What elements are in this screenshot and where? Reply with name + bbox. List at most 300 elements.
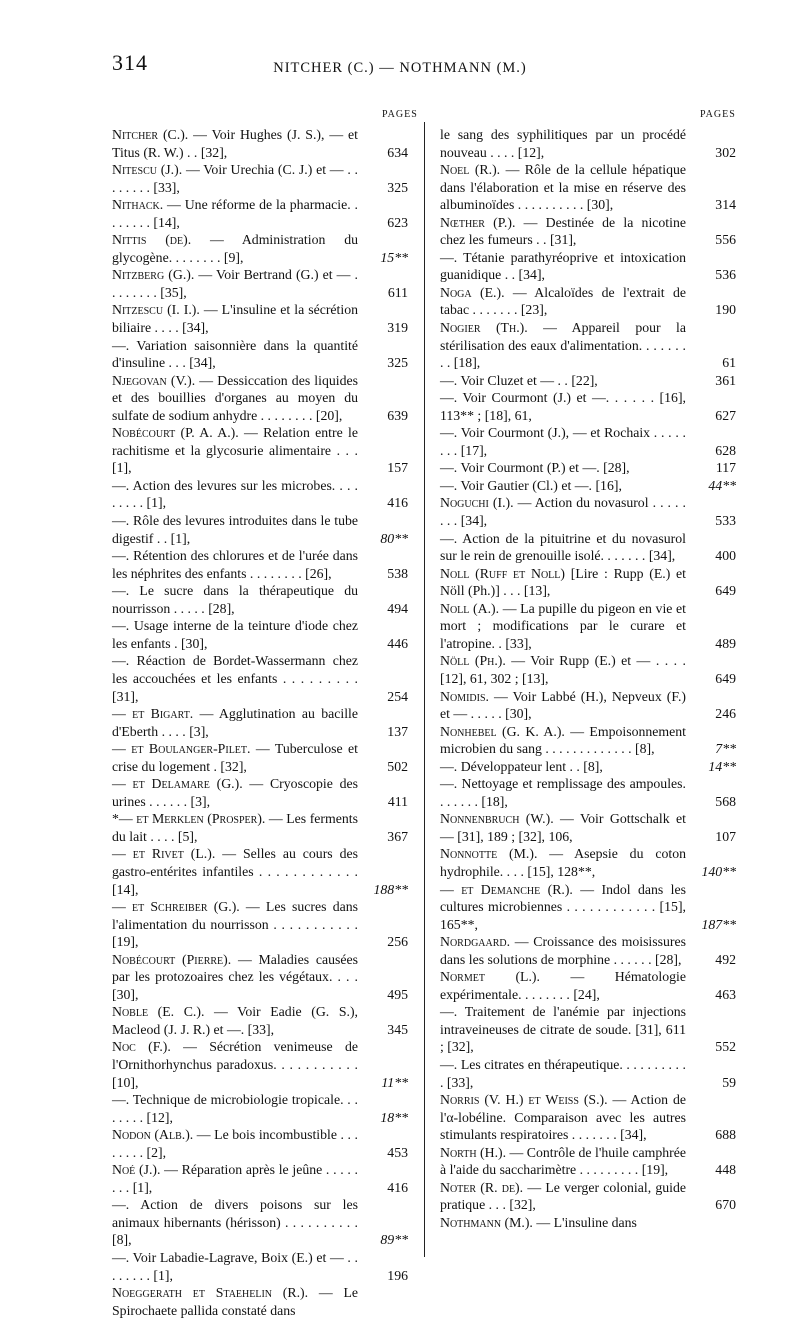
entry-title: — Voir Hughes (J. S.), — et Titus (R. W.) . . [32], — [112, 127, 358, 160]
entry-page: 117 — [715, 460, 736, 476]
entry-page: 538 — [387, 565, 408, 581]
entry-author: Nitzescu (I. I.). — [112, 302, 200, 318]
entry-author: Nothmann (M.). — [440, 1214, 533, 1230]
entry-text — [112, 126, 362, 161]
index-entry — [440, 968, 736, 1003]
index-entry — [440, 319, 736, 372]
entry-page: 611 — [387, 284, 408, 300]
entry-page: 361 — [715, 372, 736, 388]
entry-text — [112, 617, 362, 652]
entry-text — [440, 652, 690, 687]
index-entry — [440, 723, 736, 758]
entry-author: Noll (A.). — [440, 600, 500, 616]
entry-title: — Réparation après le jeûne . . . . . . . . [1], — [112, 1162, 358, 1195]
entry-author: Nordgaard. — [440, 934, 511, 950]
entry-page: 552 — [715, 1039, 736, 1055]
entry-author: Noc (F.). — [112, 1039, 171, 1055]
entry-text — [112, 705, 362, 740]
entry-title: Voir Labadie-Lagrave, Boix (E.) et — . . . . . . . . [1], — [112, 1250, 358, 1283]
index-entry — [112, 512, 408, 547]
entry-text — [440, 810, 690, 845]
entry-text — [112, 477, 362, 512]
entry-page: 649 — [715, 670, 736, 686]
entry-text — [440, 845, 690, 880]
entry-page: 246 — [715, 706, 736, 722]
entry-page: 345 — [387, 1021, 408, 1037]
index-entry — [112, 898, 408, 951]
entry-author: Nonnenbruch (W.). — [440, 811, 554, 827]
entry-text — [440, 688, 690, 723]
index-entry — [440, 126, 736, 161]
entry-title: Rôle des levures introduites dans le tube digestif . . [1], — [112, 513, 358, 546]
index-entry — [112, 1126, 408, 1161]
entry-text — [112, 372, 362, 425]
index-entry — [440, 424, 736, 459]
entry-text — [112, 810, 362, 845]
entry-author: Nomidis. — [440, 688, 489, 704]
entry-author: Noga (E.). — [440, 284, 505, 300]
index-entry — [440, 933, 736, 968]
index-entry — [112, 196, 408, 231]
entry-text — [112, 337, 362, 372]
entry-author: Nœther (P.). — [440, 214, 516, 230]
entry-page: 59 — [722, 1074, 736, 1090]
entry-title: — Empoisonnement microbien du sang . . . . . . . . . . . . . [8], — [440, 723, 686, 757]
entry-text — [112, 231, 362, 266]
entry-author: —. — [112, 618, 130, 634]
entry-title: — Action de l'α-lobéline. Comparaison avec les autres stimulants respiratoires . . . . . . . [34], — [440, 1092, 686, 1143]
index-entry — [440, 214, 736, 249]
index-entry — [440, 652, 736, 687]
entry-title: Le sucre dans la thérapeutique du nourrisson . . . . . [28], — [112, 583, 358, 616]
entry-author: — et Delamare (G.). — [112, 776, 243, 792]
entry-title: — Une réforme de la pharmacie. . . . . . . . [14], — [112, 197, 358, 230]
index-entry — [112, 1091, 408, 1126]
entry-author: Noll (Ruff et Noll) — [440, 565, 565, 581]
entry-text — [440, 424, 690, 459]
entry-author: —. — [112, 1250, 130, 1265]
entry-page: 187** — [701, 916, 736, 932]
entry-text — [440, 1003, 690, 1056]
entry-text — [112, 1003, 362, 1038]
entry-text — [440, 530, 690, 565]
entry-author: Noter (R. de). — [440, 1179, 524, 1195]
index-entry — [112, 231, 408, 266]
entry-title: — Voir Labbé (H.), Nepveux (F.) et — . . . . . [30], — [440, 688, 686, 722]
index-entry — [112, 951, 408, 1004]
entry-author: — et Boulanger-Pilet. — [112, 741, 251, 757]
entry-author: Nittis (de). — [112, 232, 192, 248]
index-entry — [112, 126, 408, 161]
entry-text — [112, 266, 362, 301]
entry-title: Les citrates en thérapeutique. . . . . . . . . . . [33], — [440, 1056, 686, 1090]
entry-title: — Dessiccation des liquides et des bouillies d'organes au moyen du sulfate de sodium anhydre . . . . . . . . [20], — [112, 372, 358, 423]
index-entry — [440, 1056, 736, 1091]
entry-author: —. — [440, 1056, 458, 1072]
entry-title: — Voir Eadie (G. S.), Macleod (J. J. R.) et —. [33], — [112, 1004, 358, 1037]
entry-text — [440, 968, 690, 1003]
index-entry — [440, 775, 736, 810]
entry-title: — Administration du glycogène. . . . . . . . [9], — [112, 232, 358, 265]
entry-author: Normet (L.). — [440, 969, 540, 985]
entry-text — [440, 1144, 690, 1179]
page-number: 314 — [112, 50, 148, 75]
entry-text — [440, 758, 690, 776]
entry-text — [440, 319, 690, 372]
index-entry — [112, 1249, 408, 1284]
entry-text — [440, 600, 690, 653]
entry-title: — Le verger colonial, guide pratique . . . [32], — [440, 1179, 687, 1213]
entry-page: 325 — [387, 355, 408, 371]
index-entry — [440, 249, 736, 284]
index-entry — [112, 337, 408, 372]
entry-title: — L'insuline dans — [532, 1214, 637, 1230]
index-entry — [440, 758, 736, 776]
entry-title: — Voir Urechia (C. J.) et — . . . . . . . . [33], — [112, 162, 359, 195]
entry-text — [112, 1249, 362, 1284]
entry-author: —. — [112, 548, 130, 564]
entry-text — [112, 161, 362, 196]
entry-title: — Les ferments du lait . . . . [5], — [112, 811, 358, 844]
entry-author: —. — [440, 776, 458, 792]
entry-author: —. — [112, 653, 130, 669]
entry-page: 416 — [387, 1179, 408, 1195]
entry-text — [440, 161, 690, 214]
entry-page: 302 — [715, 144, 736, 160]
entry-text — [112, 1196, 362, 1249]
entry-title: — Rôle de la cellule hépatique dans l'élaboration et la mise en réserve des albuminoïdes . . . . . . . . . . [30], — [440, 162, 686, 213]
entry-page: 639 — [387, 407, 408, 423]
pages-label-left: PAGES — [382, 109, 418, 120]
entry-title: Traitement de l'anémie par injections intraveineuses de citrate de soude. [31], 611 ; [32], — [440, 1004, 686, 1055]
entry-author: —. — [440, 1004, 458, 1020]
index-entry — [440, 284, 736, 319]
index-entry — [440, 845, 736, 880]
entry-page: 448 — [715, 1162, 736, 1178]
entry-text — [440, 389, 690, 424]
entry-title: — Voir Gottschalk et — [31], 189 ; [32], 106, — [440, 811, 686, 844]
entry-text — [440, 775, 690, 810]
entry-title: Voir Courmont (J.) et —. . . . . . [16], 113** ; [18], 61, — [440, 390, 686, 423]
right-column — [440, 126, 736, 1231]
entry-text — [440, 214, 690, 249]
entry-text — [112, 424, 362, 477]
entry-text — [440, 1179, 690, 1214]
entry-text — [112, 196, 362, 231]
entry-page: 634 — [387, 144, 408, 160]
entry-text — [112, 775, 362, 810]
entry-text — [440, 565, 690, 600]
entry-page: 325 — [387, 179, 408, 195]
entry-text — [112, 1091, 362, 1126]
entry-title: — Voir Bertrand (G.) et — . . . . . . . . [35], — [112, 267, 358, 300]
entry-text — [112, 582, 362, 617]
entry-page: 623 — [387, 214, 408, 230]
entry-page: 7** — [715, 741, 736, 757]
entry-text — [112, 898, 362, 951]
entry-title: — Appareil pour la stérilisation des eaux d'alimentation. . . . . . . . . [18], — [440, 320, 687, 371]
entry-page: 80** — [380, 530, 408, 546]
entry-page: 15** — [380, 249, 408, 265]
index-entry — [112, 1161, 408, 1196]
entry-author: —. — [440, 425, 458, 441]
entry-text — [112, 740, 362, 775]
entry-author: North (H.). — [440, 1144, 507, 1160]
entry-title: Voir Courmont (P.) et —. [28], — [457, 460, 630, 476]
index-entry — [112, 775, 408, 810]
entry-text — [440, 933, 690, 968]
entry-title: — Agglutination au bacille d'Eberth . . . . [3], — [112, 706, 358, 739]
entry-author: Nitzberg (G.). — [112, 267, 195, 283]
entry-title: — Le Spirochaete pallida constaté dans — [112, 1285, 358, 1318]
entry-title: — Action du novasurol . . . . . . . . [34], — [440, 495, 686, 529]
index-entry — [440, 1091, 736, 1144]
entry-author: —. — [440, 530, 458, 546]
entry-author: —. — [112, 1092, 130, 1108]
entry-page: 107 — [715, 828, 736, 844]
entry-page: 157 — [387, 460, 408, 476]
entry-author: Noé (J.). — [112, 1162, 161, 1178]
index-entry — [440, 688, 736, 723]
entry-text — [440, 459, 690, 477]
entry-author: Nogier (Th.). — [440, 320, 528, 336]
entry-page: 18** — [380, 1109, 408, 1125]
entry-title: le sang des syphilitiques par un procédé nouveau . . . . [12], — [440, 127, 686, 160]
index-entry — [112, 301, 408, 336]
entry-author: Nitcher (C.). — [112, 127, 189, 142]
index-entry — [112, 652, 408, 705]
running-title: NITCHER (C.) — NOTHMANN (M.) — [273, 60, 527, 76]
entry-author: —. — [440, 372, 458, 388]
index-entry — [440, 1214, 736, 1232]
entry-text — [440, 494, 690, 529]
index-entry — [440, 372, 736, 390]
entry-title: Tétanie parathyréoprive et intoxication guanidique . . [34], — [440, 249, 686, 283]
entry-page: 319 — [387, 320, 408, 336]
entry-page: 627 — [715, 407, 736, 423]
entry-text — [112, 301, 362, 336]
entry-author: Norris (V. H.) et Weiss (S.). — [440, 1092, 608, 1108]
entry-author: —. — [112, 513, 130, 529]
entry-text — [440, 1091, 690, 1144]
entry-title: Réaction de Bordet-Wassermann chez les accouchées et les enfants . . . . . . . . . [31], — [112, 653, 358, 704]
entry-author: — et Bigart. — [112, 706, 194, 722]
index-entry — [112, 617, 408, 652]
entry-page: 416 — [387, 495, 408, 511]
index-entry — [440, 494, 736, 529]
entry-text — [112, 652, 362, 705]
entry-title: Technique de microbiologie tropicale. . . . . . . . [12], — [112, 1092, 358, 1125]
entry-author: Noeggerath et Staehelin (R.). — [112, 1285, 309, 1301]
entry-author: —. — [112, 477, 130, 493]
entry-page: 11** — [381, 1074, 408, 1090]
index-entry — [440, 459, 736, 477]
index-entry — [440, 1003, 736, 1056]
index-entry — [112, 1038, 408, 1091]
entry-author: Nodon (Alb.). — [112, 1127, 194, 1143]
index-entry — [112, 705, 408, 740]
entry-title: — Contrôle de l'huile camphrée à l'aide du saccharimètre . . . . . . . . . [19], — [440, 1144, 686, 1178]
entry-page: 140** — [701, 863, 736, 879]
entry-text — [440, 249, 690, 284]
entry-page: 367 — [387, 828, 408, 844]
entry-author: —. — [440, 390, 458, 406]
entry-author: —. — [440, 758, 458, 774]
entry-page: 670 — [715, 1197, 736, 1213]
entry-title: — Alcaloïdes de l'extrait de tabac . . . . . . . [23], — [440, 284, 686, 318]
index-entry — [112, 372, 408, 425]
index-entry — [440, 565, 736, 600]
entry-text — [440, 723, 690, 758]
entry-author: —. — [440, 460, 458, 476]
index-entry — [112, 477, 408, 512]
entry-page: 533 — [715, 513, 736, 529]
index-entry — [112, 810, 408, 845]
entry-page: 137 — [387, 723, 408, 739]
entry-page: 14** — [708, 758, 736, 774]
entry-page: 463 — [715, 986, 736, 1002]
entry-author: Nöll (Ph.). — [440, 653, 506, 669]
entry-page: 688 — [715, 1127, 736, 1143]
entry-page: 196 — [387, 1267, 408, 1283]
entry-text — [112, 951, 362, 1004]
entry-title: — Cryoscopie des urines . . . . . . [3], — [112, 776, 358, 809]
entry-title: Action de divers poisons sur les animaux hibernants (hérisson) . . . . . . . . . . [8], — [112, 1197, 358, 1248]
index-entry — [112, 1003, 408, 1038]
index-entry — [112, 266, 408, 301]
entry-page: 494 — [387, 600, 408, 616]
index-entry — [112, 740, 408, 775]
entry-page: 536 — [715, 267, 736, 283]
entry-title: Action de la pituitrine et du novasurol sur le rein de grenouille isolé. . . . . . . [34], — [440, 530, 686, 564]
entry-text — [440, 372, 690, 390]
entry-page: 61 — [722, 355, 736, 371]
entry-page: 556 — [715, 232, 736, 248]
index-entry — [440, 1144, 736, 1179]
entry-title: — L'insuline et la sécrétion biliaire . . . . [34], — [112, 302, 358, 336]
pages-label-right: PAGES — [700, 109, 736, 120]
entry-page: 649 — [715, 583, 736, 599]
entry-title: — Destinée de la nicotine chez les fumeurs . . [31], — [440, 214, 686, 248]
entry-page: 411 — [387, 793, 408, 809]
entry-page: 628 — [715, 442, 736, 458]
entry-title: — Selles au cours des gastro-entérites infantiles . . . . . . . . . . . . [14], — [112, 846, 358, 897]
entry-page: 190 — [715, 302, 736, 318]
column-divider — [424, 122, 425, 1257]
entry-text — [440, 126, 690, 161]
entry-author: Noguchi (I.). — [440, 495, 514, 511]
entry-author: —. — [112, 337, 130, 353]
entry-author: Nobécourt (P. A. A.). — [112, 425, 239, 441]
index-entry — [112, 845, 408, 898]
entry-title: Développateur lent . . [8], — [457, 758, 603, 774]
index-entry — [440, 477, 736, 495]
entry-title: — La pupille du pigeon en vie et mort ; modifications par le curare et l'atropine. . [33], — [440, 600, 686, 651]
entry-text — [440, 284, 690, 319]
entry-author: — et Rivet (L.). — [112, 846, 216, 862]
entry-title: — Hématologie expérimentale. . . . . . . . [24], — [440, 969, 686, 1002]
entry-title: — Le bois incombustible . . . . . . . . [2], — [112, 1127, 359, 1160]
index-entry — [440, 600, 736, 653]
entry-page: 492 — [715, 951, 736, 967]
index-entry — [112, 582, 408, 617]
entry-title: — Voir Rupp (E.) et — . . . . [12], 61, 302 ; [13], — [440, 653, 686, 686]
entry-title: Usage interne de la teinture d'iode chez les enfants . [30], — [112, 618, 358, 651]
entry-page: 400 — [715, 548, 736, 564]
entry-page: 446 — [387, 635, 408, 651]
entry-text — [440, 1214, 690, 1232]
entry-author: Njegovan (V.). — [112, 372, 196, 388]
entry-title: — Indol dans les cultures microbiennes . . . . . . . . . . . . [15], 165**, — [440, 881, 686, 932]
entry-title: [Lire : Rupp (E.) et Nöll (Ph.)] . . . [13], — [440, 565, 687, 599]
entry-page: 254 — [387, 688, 408, 704]
entry-text — [112, 512, 362, 547]
entry-page: 502 — [387, 758, 408, 774]
entry-page: 188** — [373, 881, 408, 897]
entry-text — [440, 477, 690, 495]
entry-title: Nettoyage et remplissage des ampoules. . . . . . . [18], — [440, 776, 686, 809]
index-entry — [112, 547, 408, 582]
entry-title: — Tuberculose et crise du logement . [32], — [112, 741, 358, 774]
entry-author: Noble (E. C.). — [112, 1004, 205, 1020]
entry-title: — Asepsie du coton hydrophile. . . . [15], 128**, — [440, 846, 686, 879]
index-entry — [440, 530, 736, 565]
index-entry — [112, 424, 408, 477]
entry-title: Variation saisonnière dans la quantité d'insuline . . . [34], — [112, 337, 358, 371]
entry-author: Nobécourt (Pierre). — [112, 951, 232, 967]
entry-title: Voir Cluzet et — . . [22], — [457, 372, 598, 388]
index-entry — [112, 1196, 408, 1249]
entry-author: —. — [440, 249, 458, 265]
entry-title: — Les sucres dans l'alimentation du nourrisson . . . . . . . . . . . [19], — [112, 899, 358, 950]
entry-author: — et Demanche (R.). — [440, 881, 573, 897]
entry-text — [440, 1056, 690, 1091]
entry-author: —. — [112, 1197, 130, 1213]
entry-title: — Croissance des moisissures dans les solutions de morphine . . . . . . [28], — [440, 934, 686, 967]
entry-title: — Sécrétion venimeuse de l'Ornithorhynchus paradoxus. . . . . . . . . . . [10], — [112, 1039, 358, 1090]
entry-page: 256 — [387, 934, 408, 950]
entry-title: Rétention des chlorures et de l'urée dans les néphrites des enfants . . . . . . . . [26], — [112, 548, 358, 581]
entry-page: 89** — [380, 1232, 408, 1248]
entry-text — [112, 547, 362, 582]
entry-page: 489 — [715, 635, 736, 651]
index-entry — [440, 810, 736, 845]
entry-author: —. — [440, 477, 458, 493]
entry-page: 314 — [715, 197, 736, 213]
entry-title: Voir Courmont (J.), — et Rochaix . . . . . . . . [17], — [440, 425, 686, 458]
entry-title: — Relation entre le rachitisme et la glycosurie alimentaire . . . [1], — [112, 425, 358, 476]
entry-author: — et Schreiber (G.). — [112, 899, 240, 915]
index-entry — [440, 1179, 736, 1214]
entry-title: Voir Gautier (Cl.) et —. [16], — [457, 477, 622, 493]
entry-author: Nitescu (J.). — [112, 162, 183, 178]
entry-page: 495 — [387, 986, 408, 1002]
entry-page: 453 — [387, 1144, 408, 1160]
entry-text — [112, 845, 362, 898]
entry-author: Nithack. — [112, 197, 164, 213]
entry-page: 44** — [708, 477, 736, 493]
entry-author: Noel (R.). — [440, 162, 501, 178]
entry-page: 568 — [715, 793, 736, 809]
entry-text — [112, 1161, 362, 1196]
entry-author: Nonhebel (G. K. A.). — [440, 723, 565, 739]
entry-text — [112, 1038, 362, 1091]
entry-title: — Maladies causées par les protozoaires chez les végétaux. . . . [30], — [112, 951, 358, 1002]
entry-author: Nonnotte (M.). — [440, 846, 538, 862]
entry-author: *— et Merklen (Prosper). — [112, 811, 266, 827]
entry-title: Action des levures sur les microbes. . . . . . . . . [1], — [112, 477, 358, 511]
left-column — [112, 126, 408, 1319]
